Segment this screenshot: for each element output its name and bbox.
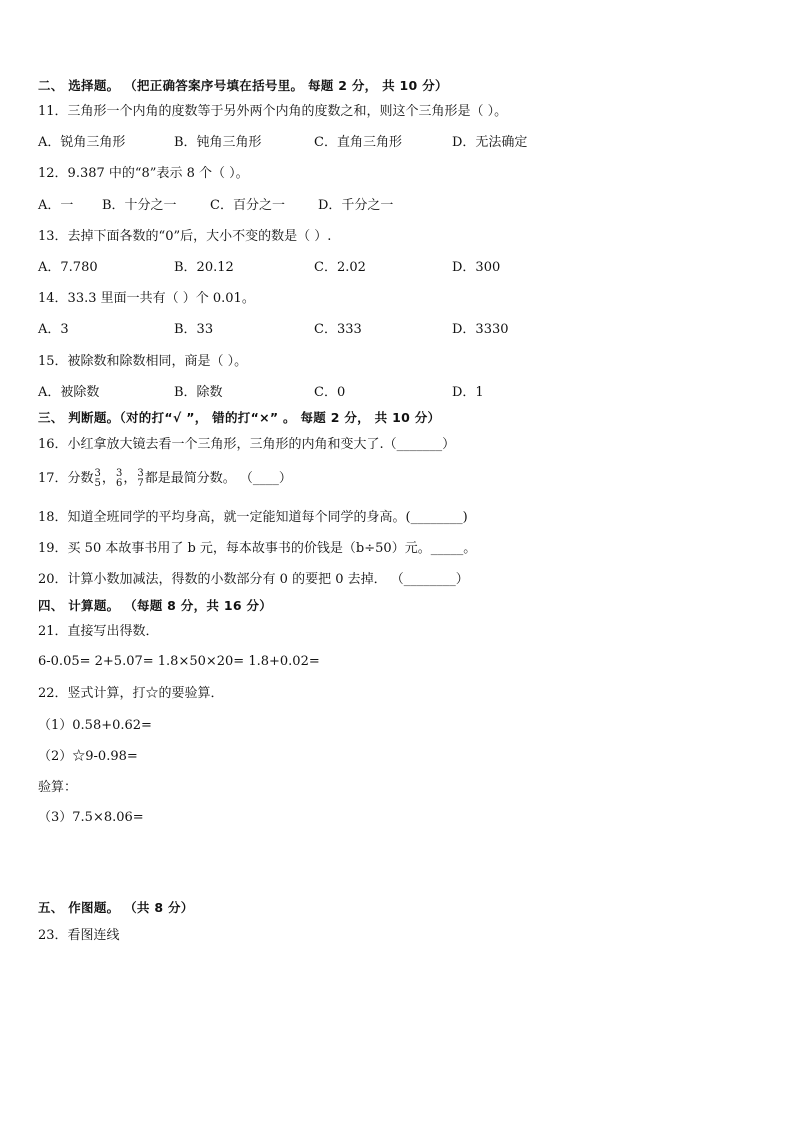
option-b: B．十分之一 [102, 198, 177, 213]
question-19: 19．买 50 本故事书用了 b 元，每本故事书的价钱是（b÷50）元。_____。 [38, 541, 477, 556]
option-a: A．被除数 [38, 385, 100, 400]
fraction-denominator: 5 [94, 477, 101, 489]
question-18: 18．知道全班同学的平均身高，就一定能知道每个同学的身高。(________) [38, 510, 468, 525]
question-17 [38, 466, 292, 492]
option-c: C．2.02 [314, 260, 366, 275]
option-a: A．3 [38, 322, 69, 337]
section-2-heading: 二、 选择题。 （把正确答案序号填在括号里。 每题 2 分， 共 10 分） [38, 78, 448, 93]
question-14: 14．33.3 里面一共有（ ）个 0.01。 [38, 291, 255, 306]
question-13: 13．去掉下面各数的“0”后，大小不变的数是（ ）. [38, 229, 332, 244]
question-20: 20．计算小数加减法，得数的小数部分有 0 的要把 0 去掉． （________） [38, 572, 469, 587]
option-d: D．3330 [452, 322, 509, 337]
fraction-numerator: 3 [94, 467, 101, 479]
option-b: B．20.12 [174, 260, 234, 275]
option-a: A．锐角三角形 [38, 135, 126, 150]
question-23: 23．看图连线 [38, 928, 120, 943]
question-22-part-2: （2）☆9-0.98= [38, 749, 138, 764]
section-5-heading: 五、 作图题。 （共 8 分） [38, 900, 194, 915]
question-22: 22．竖式计算，打☆的要验算． [38, 686, 224, 701]
question-16: 16．小红拿放大镜去看一个三角形，三角形的内角和变大了.（_______） [38, 437, 456, 452]
separator: ， [101, 471, 115, 486]
option-d: D．1 [452, 385, 484, 400]
question-12: 12．9.387 中的“8”表示 8 个（ ）。 [38, 166, 249, 181]
fraction-1 [95, 469, 101, 489]
fraction-denominator: 6 [115, 477, 123, 489]
fraction-numerator: 3 [115, 467, 123, 479]
option-b: B．除数 [174, 385, 223, 400]
option-c: C．直角三角形 [314, 135, 402, 150]
option-d: D．千分之一 [318, 198, 394, 213]
fraction-2 [116, 469, 122, 489]
question-15: 15．被除数和除数相同，商是（ ）。 [38, 354, 248, 369]
option-a: A．一 [38, 198, 74, 213]
question-15-options [38, 385, 758, 401]
question-13-options [38, 260, 758, 276]
question-21-items: 6-0.05= 2+5.07= 1.8×50×20= 1.8+0.02= [38, 654, 320, 669]
section-3-heading: 三、 判断题。（对的打“√ ”， 错的打“×” 。 每题 2 分， 共 10 分） [38, 410, 441, 425]
fraction-3 [137, 469, 143, 489]
option-c: C．百分之一 [210, 198, 285, 213]
question-17-suffix: 都是最简分数。 （____） [144, 471, 292, 486]
option-a: A．7.780 [38, 260, 98, 275]
option-c: C．0 [314, 385, 346, 400]
question-22-part-3: （3）7.5×8.06= [38, 810, 144, 825]
question-17-prefix: 17．分数 [38, 471, 94, 486]
separator: ， [123, 471, 137, 486]
check-label: 验算： [38, 780, 78, 795]
question-12-options [38, 198, 758, 214]
question-11-options [38, 135, 758, 151]
option-b: B．33 [174, 322, 214, 337]
fraction-denominator: 7 [137, 477, 144, 489]
section-4-heading: 四、 计算题。 （每题 8 分，共 16 分） [38, 598, 273, 613]
question-11: 11．三角形一个内角的度数等于另外两个内角的度数之和，则这个三角形是（ ）。 [38, 104, 508, 119]
option-c: C．333 [314, 322, 362, 337]
question-22-part-1: （1）0.58+0.62= [38, 718, 152, 733]
fraction-numerator: 3 [137, 467, 144, 479]
option-d: D．300 [452, 260, 501, 275]
question-21: 21．直接写出得数． [38, 624, 159, 639]
question-14-options [38, 322, 758, 338]
option-d: D．无法确定 [452, 135, 528, 150]
option-b: B．钝角三角形 [174, 135, 262, 150]
